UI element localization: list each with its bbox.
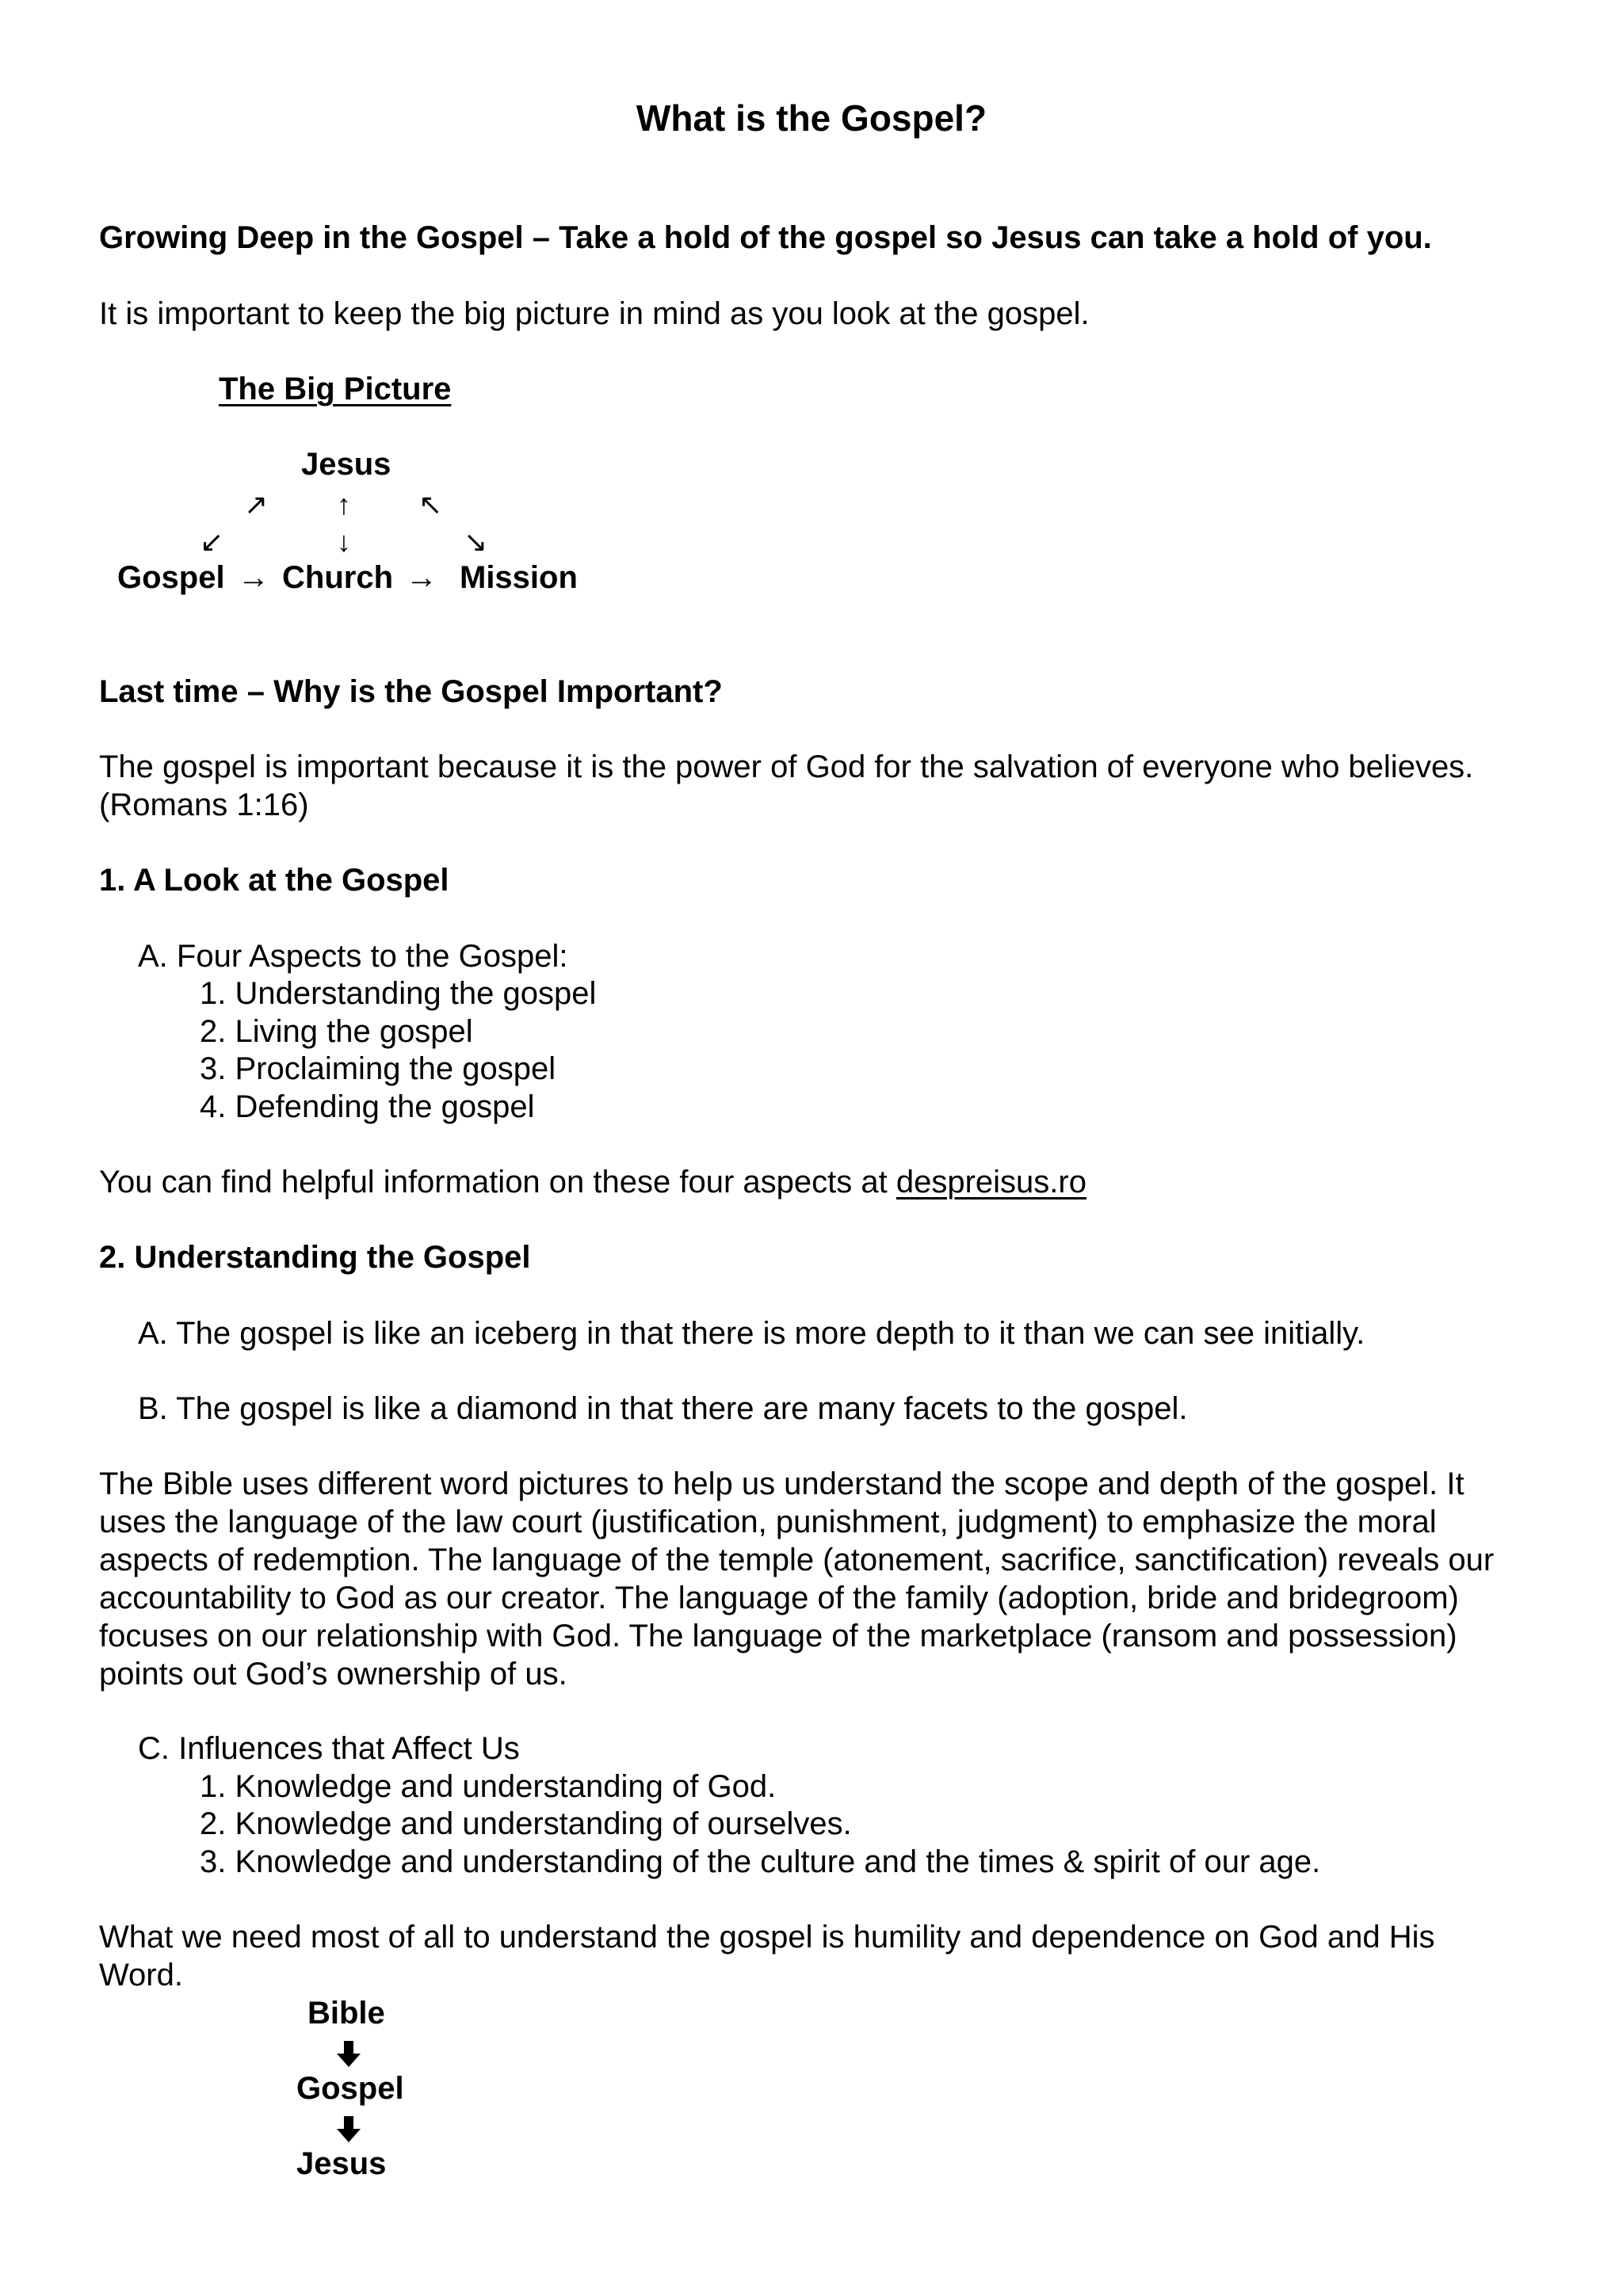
helpful-info-text [99,1163,1086,1201]
intro-text: It is important to keep the big picture in mind as you look at the gospel. [99,296,1090,331]
diagram-church: Church [282,560,393,595]
arrow-right-icon: → [238,560,269,595]
section1-heading: 1. A Look at the Gospel [99,863,449,898]
section2-item-c: C. Influences that Affect Us [138,1731,520,1766]
page-title: What is the Gospel? [636,97,987,139]
despreisus-link[interactable]: despreisus.ro [896,1165,1086,1199]
diagram-mission: Mission [460,560,578,595]
list-item: 3. Proclaiming the gospel [200,1051,556,1086]
arrow-down-left-icon: ↙ [200,525,224,558]
arrow-down-right-icon: ↘ [464,525,488,558]
arrow-down-icon: ↓ [337,525,351,558]
helpful-info-prefix: You can find helpful information on these four aspects at [99,1165,896,1199]
closing-text: What we need most of all to understand the gospel is humility and dependence on God and His Word. [99,1920,1435,1993]
flow-bible: Bible [307,1996,385,2031]
last-time-text: The gospel is important because it is the power of God for the salvation of everyone who believes. (Romans 1:16) [99,749,1474,822]
diagram-gospel: Gospel [117,560,225,595]
flow-jesus: Jesus [296,2146,387,2181]
list-item: 2. Living the gospel [200,1014,473,1049]
section2-item-b: B. The gospel is like a diamond in that there are many facets to the gospel. [138,1391,1188,1426]
word-pictures-paragraph: The Bible uses different word pictures to help us understand the scope and depth of the gospel. It uses the language of the law court (justification, punishment, judgment) to emphasize the moral aspects of redemption. The language of the temple (atonement, sacrifice, sanctification) reveals our accountability to God as our creator. The language of the family (adoption, bride and bridegroom) focuses on our relationship with God. The language of the marketplace (ransom and possession) points out God’s ownership of us. [99,1466,1495,1691]
section1-item-a: A. Four Aspects to the Gospel: [138,939,568,974]
section2-item-a: A. The gospel is like an iceberg in that there is more depth to it than we can see initially. [138,1316,1365,1351]
arrow-up-right-icon: ↗ [244,488,269,521]
arrow-down-icon [336,2041,361,2068]
subtitle: Growing Deep in the Gospel – Take a hold of the gospel so Jesus can take a hold of you. [99,220,1432,255]
list-item: 4. Defending the gospel [200,1089,535,1124]
last-time-heading: Last time – Why is the Gospel Important? [99,674,723,709]
big-picture-heading: The Big Picture [219,372,452,406]
list-item: 2. Knowledge and understanding of ourselves. [200,1806,852,1841]
list-item: 3. Knowledge and understanding of the culture and the times & spirit of our age. [200,1844,1321,1879]
diagram-jesus: Jesus [301,447,391,482]
arrow-up-left-icon: ↖ [418,488,443,521]
list-item: 1. Understanding the gospel [200,976,597,1011]
list-item: 1. Knowledge and understanding of God. [200,1769,777,1804]
arrow-right-icon: → [406,560,437,595]
flow-gospel: Gospel [296,2071,404,2106]
section2-heading: 2. Understanding the Gospel [99,1240,531,1275]
arrow-up-icon: ↑ [337,488,351,521]
arrow-down-icon [336,2116,361,2143]
